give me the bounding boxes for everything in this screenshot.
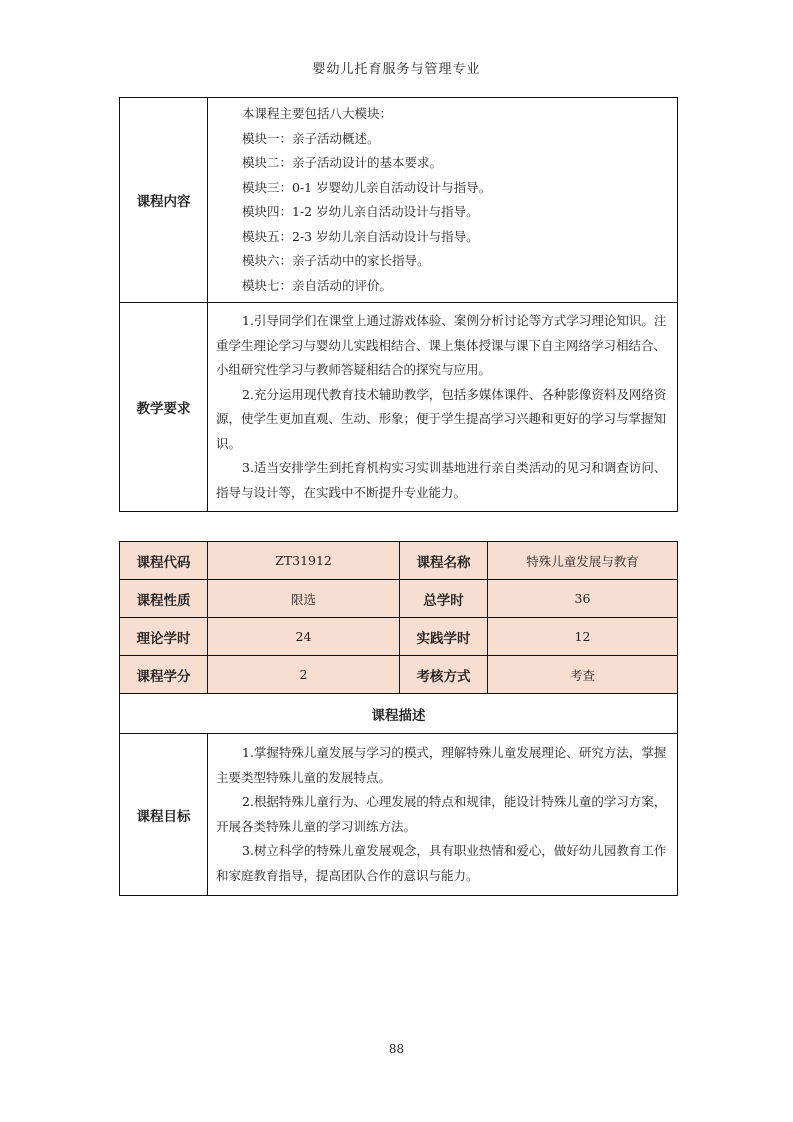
goal-cell [208, 734, 678, 896]
goal-paragraph: 2.根据特殊儿童行为、心理发展的特点和规律，能设计特殊儿童的学习方案，开展各类特殊儿童的学习训练方法。 [216, 794, 667, 834]
teaching-label: 教学要求 [120, 303, 208, 512]
content-line: 模块七：亲自活动的评价。 [242, 277, 393, 293]
course-description-title: 课程描述 [120, 694, 678, 734]
content-line: 模块四：1-2 岁幼儿亲自活动设计与指导。 [242, 204, 479, 219]
total-hours-label: 总学时 [400, 580, 488, 618]
content-line: 模块六：亲子活动中的家长指导。 [242, 253, 430, 268]
content-line: 本课程主要包括八大模块： [242, 106, 393, 121]
goal-label: 课程目标 [120, 734, 208, 896]
goal-paragraph: 1.掌握特殊儿童发展与学习的模式，理解特殊儿童发展理论、研究方法，掌握主要类型特殊儿童的发展特点。 [216, 745, 667, 785]
practice-value: 12 [488, 618, 678, 656]
assess-value: 考查 [488, 656, 678, 694]
credit-label: 课程学分 [120, 656, 208, 694]
course-info-table [119, 541, 678, 896]
teaching-paragraph: 2.充分运用现代教育技术辅助教学，包括多媒体课件、各种影像资料及网络资源，使学生更加直观、生动、形象；便于学生提高学习兴趣和更好的学习与掌握知识。 [216, 386, 667, 451]
teaching-cell [208, 303, 678, 512]
content-line: 模块三：0-1 岁婴幼儿亲自活动设计与指导。 [242, 179, 492, 195]
assess-label: 考核方式 [400, 656, 488, 694]
practice-label: 实践学时 [400, 618, 488, 656]
nature-label: 课程性质 [120, 580, 208, 618]
page-header: 婴幼儿托育服务与管理专业 [312, 62, 481, 77]
content-line: 模块二：亲子活动设计的基本要求。 [242, 155, 443, 170]
credit-value: 2 [208, 656, 400, 694]
total-hours-value: 36 [488, 580, 678, 618]
content-line: 模块五：2-3 岁幼儿亲自活动设计与指导。 [242, 228, 479, 244]
content-cell [208, 98, 678, 303]
goal-paragraph: 3.树立科学的特殊儿童发展观念，具有职业热情和爱心，做好幼儿园教育工作和家庭教育指导，提高团队合作的意识与能力。 [216, 843, 667, 883]
teaching-paragraph: 3.适当安排学生到托育机构实习实训基地进行亲自类活动的见习和调查访问、指导与设计等，在实践中不断提升专业能力。 [216, 460, 667, 500]
code-label: 课程代码 [120, 542, 208, 580]
name-value: 特殊儿童发展与教育 [488, 542, 678, 580]
name-label: 课程名称 [400, 542, 488, 580]
theory-value: 24 [208, 618, 400, 656]
teaching-paragraph: 1.引导同学们在课堂上通过游戏体验、案例分析讨论等方式学习理论知识。注重学生理论学习与婴幼儿实践相结合、课上集体授课与课下自主网络学习相结合、小组研究性学习与教师答疑相结合的探究与应用。 [216, 313, 667, 377]
nature-value: 限选 [208, 580, 400, 618]
code-value: ZT31912 [208, 542, 400, 580]
content-label: 课程内容 [120, 98, 208, 303]
theory-label: 理论学时 [120, 618, 208, 656]
page-number: 88 [388, 1042, 405, 1056]
content-line: 模块一：亲子活动概述。 [242, 130, 380, 146]
course-content-table [119, 97, 678, 512]
